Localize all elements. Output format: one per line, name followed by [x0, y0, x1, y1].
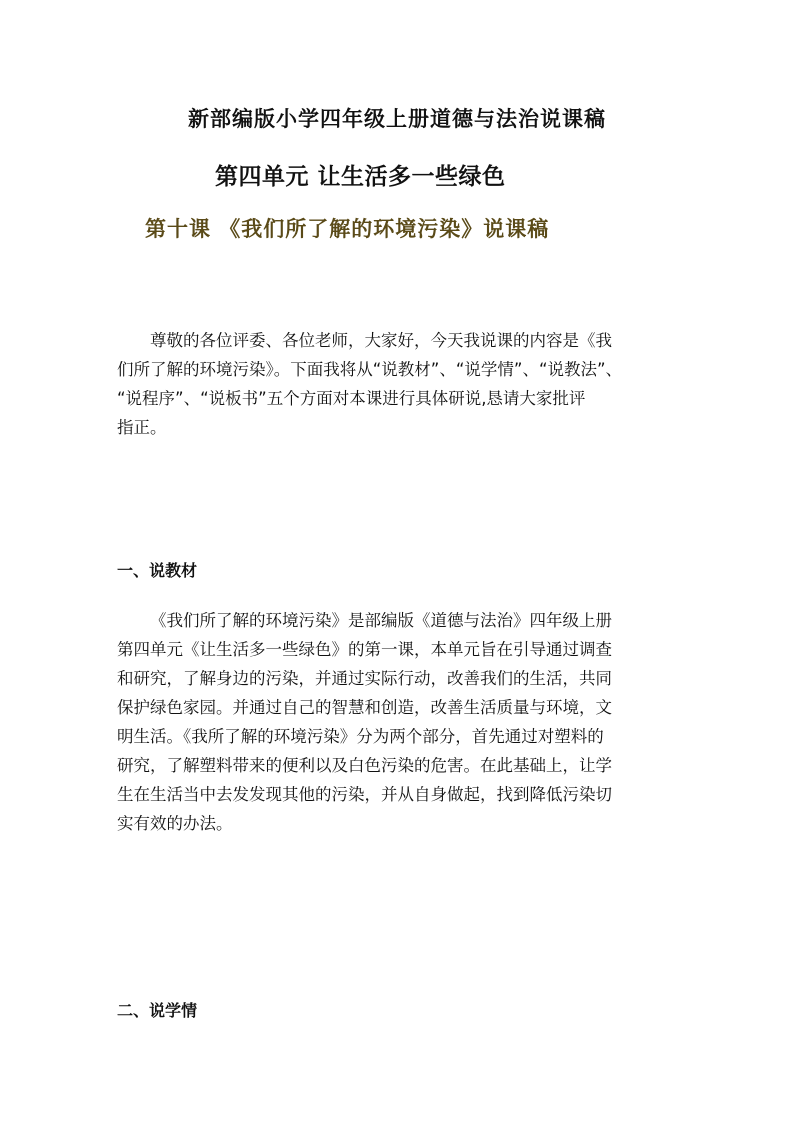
document-title: 新部编版小学四年级上册道德与法治说课稿 [188, 106, 606, 131]
paragraph-line: 生在生活当中去发发现其他的污染，并从自身做起，找到降低污染切 [117, 785, 612, 804]
paragraph-line: 指正。 [117, 418, 167, 437]
paragraph-line: 明生活。《我所了解的环境污染》分为两个部分，首先通过对塑料的 [117, 727, 604, 746]
paragraph-line: 第四单元《让生活多一些绿色》的第一课，本单元旨在引导通过调查 [117, 640, 612, 659]
paragraph-line: 研究，了解塑料带来的便利以及白色污染的危害。在此基础上，让学 [117, 756, 612, 775]
paragraph-line: 保护绿色家园。并通过自己的智慧和创造，改善生活质量与环境，文 [117, 698, 612, 717]
lesson-title: 第十课 《我们所了解的环境污染》说课稿 [145, 216, 550, 241]
section-heading-textbook: 一、说教材 [117, 561, 198, 580]
paragraph-line: 实有效的办法。 [117, 814, 233, 833]
paragraph-line: 尊敬的各位评委、各位老师，大家好，今天我说课的内容是《我 [150, 331, 612, 350]
paragraph-line: 和研究，了解身边的污染，并通过实际行动，改善我们的生活，共同 [117, 669, 612, 688]
paragraph-line: “说程序”、“说板书”五个方面对本课进行具体研说,恳请大家批评 [117, 389, 586, 408]
paragraph-line: 《我们所了解的环境污染》是部编版《道德与法治》四年级上册 [150, 611, 612, 630]
section-heading-students: 二、说学情 [117, 1001, 198, 1020]
paragraph-line: 们所了解的环境污染》。下面我将从“说教材”、“说学情”、“说教法”、 [117, 360, 623, 379]
unit-title: 第四单元 让生活多一些绿色 [215, 164, 506, 190]
intro-paragraph [117, 326, 692, 442]
textbook-paragraph [117, 606, 692, 838]
